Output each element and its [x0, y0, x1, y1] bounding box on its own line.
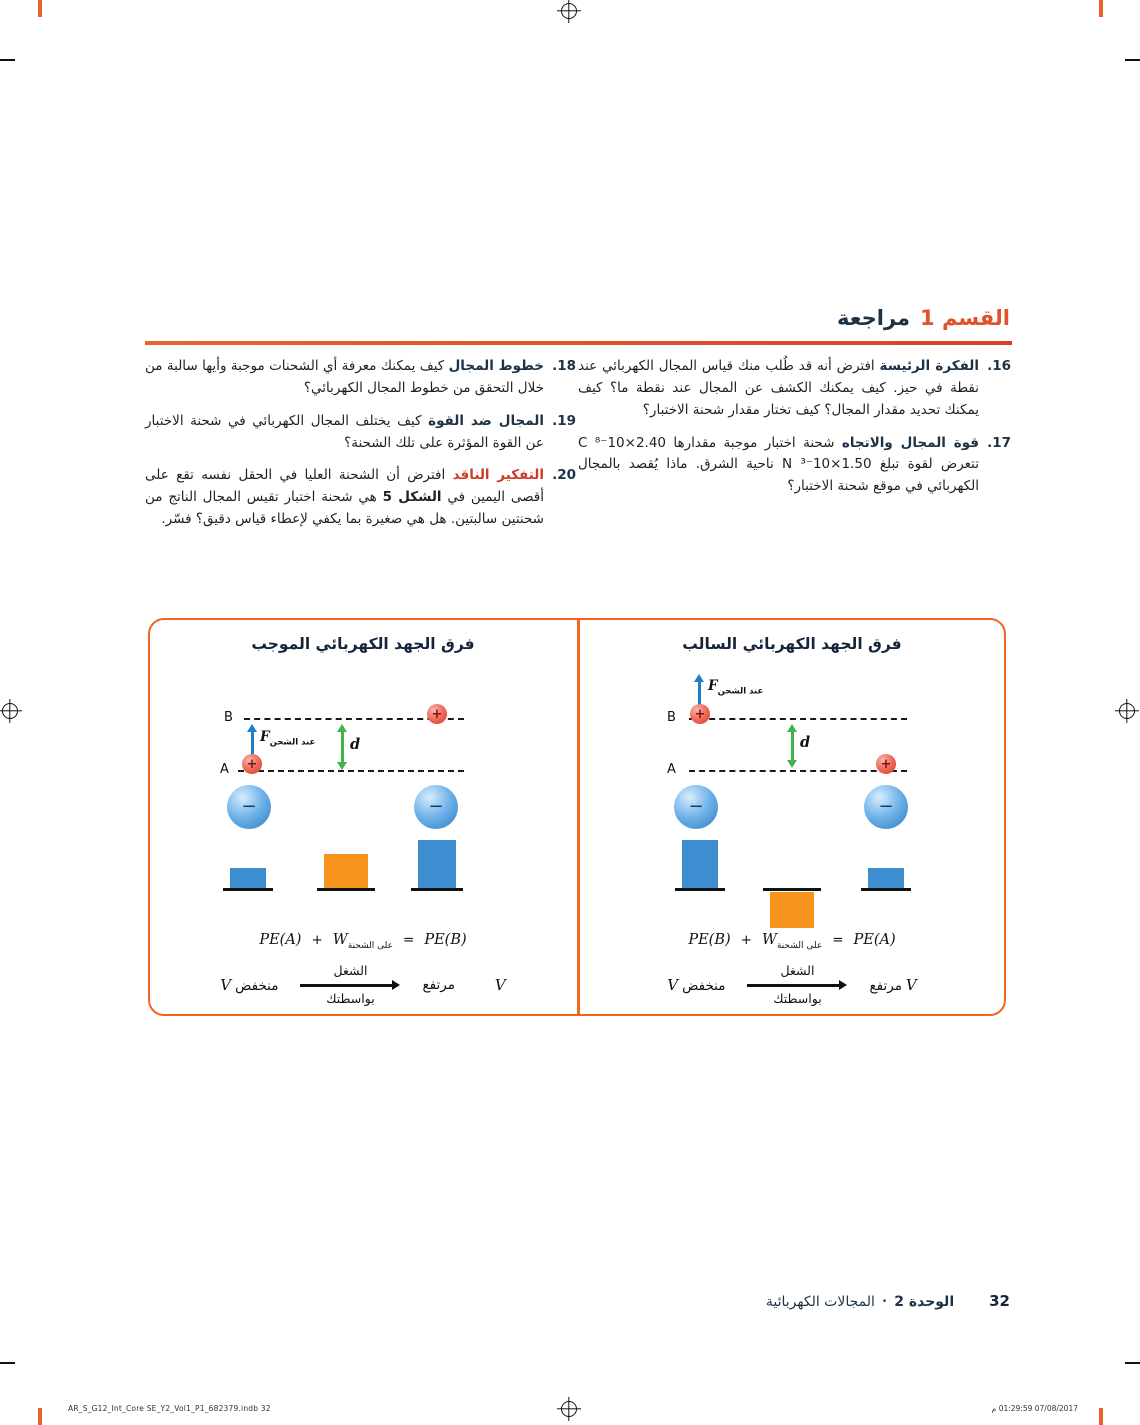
work-label-bottom: بواسطتك	[773, 991, 822, 1007]
distance-label: d	[800, 734, 811, 751]
work-arrow-icon	[747, 980, 847, 990]
panel-title: فرق الجهد الكهربائي الموجب	[251, 635, 475, 653]
question-text	[578, 433, 979, 499]
question-17	[578, 433, 1011, 499]
work-symbol: W	[332, 932, 348, 948]
bar-baseline	[317, 888, 375, 891]
positive-test-charge-a	[242, 754, 262, 774]
level-a-line	[689, 770, 907, 772]
minus-sign: −	[688, 796, 704, 817]
level-b-line	[689, 718, 907, 720]
plus-operator: +	[311, 932, 323, 948]
work-subscript: على الشحنة	[776, 940, 823, 951]
question-lead: خطوط المجال	[448, 358, 544, 374]
question-20	[145, 465, 576, 531]
section-header	[837, 306, 1010, 330]
plus-sign: +	[431, 706, 443, 722]
force-label	[708, 678, 763, 697]
work-arrow-block	[743, 964, 851, 1007]
energy-equation	[150, 932, 576, 951]
question-text	[145, 411, 544, 455]
force-label	[260, 729, 315, 748]
level-b-label: B	[667, 710, 676, 725]
plus-sign: +	[694, 706, 706, 722]
pe-start: PE(A)	[259, 932, 302, 948]
potential-difference-figure	[148, 618, 1006, 1016]
question-body: كيف يمكنك معرفة أي الشحنات موجبة وأيها سالبة من خلال التحقق من خطوط المجال الكهربائي؟	[145, 358, 544, 396]
negative-charge-sphere	[674, 785, 718, 829]
bar-baseline	[763, 888, 821, 891]
high-word: مرتفع	[869, 978, 902, 995]
minus-sign: −	[428, 796, 444, 817]
bar-baseline	[675, 888, 725, 891]
level-a-line	[238, 770, 464, 772]
work-symbol: W	[761, 932, 777, 948]
registration-mark-right	[1119, 703, 1135, 719]
positive-test-charge-a	[876, 754, 896, 774]
equals-operator: =	[832, 932, 844, 948]
crop-tick	[0, 1362, 15, 1364]
level-b-label: B	[224, 710, 233, 725]
v-symbol: V	[667, 976, 679, 995]
negative-charge-sphere	[227, 785, 271, 829]
v-symbol: V	[494, 976, 506, 995]
high-v-label	[865, 976, 916, 994]
force-subscript: عند الشحن	[269, 737, 316, 748]
positive-test-charge-b	[427, 704, 447, 724]
distance-arrow-icon	[787, 724, 797, 768]
question-lead: المجال ضد القوة	[428, 412, 544, 429]
v-symbol: V	[905, 976, 917, 995]
header-rule	[145, 341, 1012, 345]
question-number: 20.	[552, 467, 576, 484]
red-crop-bar	[38, 1408, 42, 1425]
bar-baseline	[223, 888, 273, 891]
work-term	[333, 932, 393, 951]
plus-sign: +	[246, 756, 258, 772]
crop-tick	[1125, 1362, 1140, 1364]
force-subscript: عند الشحن	[717, 686, 764, 697]
work-label-top: الشغل	[780, 963, 815, 978]
work-arrow-block	[296, 964, 404, 1007]
registration-mark-top	[561, 3, 577, 19]
distance-label: d	[350, 736, 361, 753]
question-text	[145, 356, 544, 400]
distance-arrow-icon	[337, 724, 347, 770]
panel-negative-potential	[579, 620, 1005, 1014]
pe-start: PE(B)	[688, 932, 731, 948]
pe-bar-small	[868, 868, 904, 888]
force-symbol: F	[260, 729, 270, 745]
figure-reference: الشكل 5	[382, 489, 442, 506]
negative-charge-sphere	[414, 785, 458, 829]
bullet-separator: •	[881, 1297, 888, 1307]
print-file-info: AR_S_G12_Int_Core SE_Y2_Vol1_P1_682379.indb 32	[68, 1404, 271, 1413]
red-crop-bar	[38, 0, 42, 17]
level-a-label: A	[220, 762, 229, 777]
question-18	[145, 356, 576, 400]
page-number: 32	[989, 1292, 1010, 1310]
panel-title: فرق الجهد الكهربائي السالب	[682, 635, 902, 653]
question-body: شحنة اختبار موجبة مقدارها 2.40×10⁻⁸ C تتعرض لقوة تبلغ 1.50×10⁻³ N ناحية الشرق. ماذا يُقصد بالمجال الكهربائي في موقع شحنة الاختبار؟	[578, 434, 979, 495]
low-word: منخفض	[682, 978, 726, 995]
red-crop-bar	[1099, 0, 1103, 17]
crop-tick	[0, 59, 15, 61]
plus-operator: +	[740, 932, 752, 948]
page-footer	[766, 1292, 1010, 1310]
equals-operator: =	[403, 932, 415, 948]
question-text	[145, 465, 544, 531]
question-number: 17.	[987, 434, 1011, 451]
question-text	[578, 356, 979, 422]
force-symbol: F	[708, 678, 718, 694]
question-16	[578, 356, 1011, 422]
energy-equation	[579, 932, 1005, 951]
question-19	[145, 411, 576, 455]
v-symbol: V	[220, 976, 232, 995]
force-arrow-icon	[247, 724, 257, 758]
question-lead: قوة المجال والاتجاه	[841, 434, 980, 451]
red-crop-bar	[1099, 1408, 1103, 1425]
review-title: مراجعة	[837, 306, 911, 330]
work-label-bottom: بواسطتك	[326, 991, 375, 1007]
question-number: 16.	[987, 358, 1011, 374]
pe-bar-tall	[682, 840, 718, 888]
negative-charge-sphere	[864, 785, 908, 829]
plus-sign: +	[880, 756, 892, 772]
low-v-label	[667, 976, 729, 994]
low-word: منخفض	[235, 978, 279, 995]
section-number-label: القسم 1	[920, 306, 1010, 330]
high-v-label	[418, 977, 458, 993]
question-lead: الفكرة الرئيسة	[879, 358, 980, 374]
pe-bar-small	[230, 868, 266, 888]
minus-sign: −	[878, 796, 894, 817]
work-term	[762, 932, 822, 951]
voltage-scale	[150, 964, 576, 1007]
bar-baseline	[411, 888, 463, 891]
force-arrow-icon	[694, 674, 704, 708]
question-body: كيف يختلف المجال الكهربائي في شحنة الاختبار عن القوة المؤثرة على تلك الشحنة؟	[145, 412, 544, 451]
question-number: 19.	[552, 412, 576, 429]
questions-column-left	[145, 356, 576, 531]
work-bar-negative	[770, 892, 814, 928]
print-timestamp: 07/08/2017 01:29:59 م	[991, 1404, 1078, 1413]
questions-column-right	[578, 356, 1011, 498]
voltage-scale	[579, 964, 1005, 1007]
critical-thinking-lead: التفكير الناقد	[452, 467, 544, 484]
chapter-label: المجالات الكهربائية	[765, 1294, 875, 1310]
registration-mark-left	[2, 703, 18, 719]
low-v-label	[220, 976, 282, 994]
question-body: هي شحنة اختبار تقيس المجال الناتج من شحنتين سالبتين. هل هي صغيرة بما يكفي لإعطاء قياس دقيق؟ فسّر.	[145, 489, 544, 528]
work-arrow-icon	[300, 980, 400, 990]
high-word: مرتفع	[422, 977, 455, 994]
minus-sign: −	[241, 796, 257, 817]
work-label-top: الشغل	[333, 963, 368, 978]
registration-mark-bottom	[561, 1401, 577, 1417]
positive-test-charge-b	[690, 704, 710, 724]
crop-tick	[1125, 59, 1140, 61]
level-a-label: A	[667, 762, 676, 777]
pe-end: PE(B)	[424, 932, 467, 948]
unit-label: الوحدة 2	[894, 1294, 955, 1310]
question-body: افترض أن الشحنة العليا في الحقل نفسه تقع على أقصى اليمين في	[145, 467, 545, 506]
question-body: افترض أنه قد طُلب منك قياس المجال الكهربائي عند نقطة في حيز. كيف يمكنك الكشف عن المجال عند نقطة ما؟ كيف يمكنك تحديد مقدار المجال؟ كيف تختار مقدار شحنة الاختبار؟	[578, 358, 979, 418]
pe-end: PE(A)	[853, 932, 896, 948]
question-number: 18.	[552, 358, 576, 374]
pe-bar-tall	[418, 840, 456, 888]
work-bar	[324, 854, 368, 888]
work-subscript: على الشحنة	[347, 940, 394, 951]
bar-baseline	[861, 888, 911, 891]
panel-positive-potential	[150, 620, 576, 1014]
